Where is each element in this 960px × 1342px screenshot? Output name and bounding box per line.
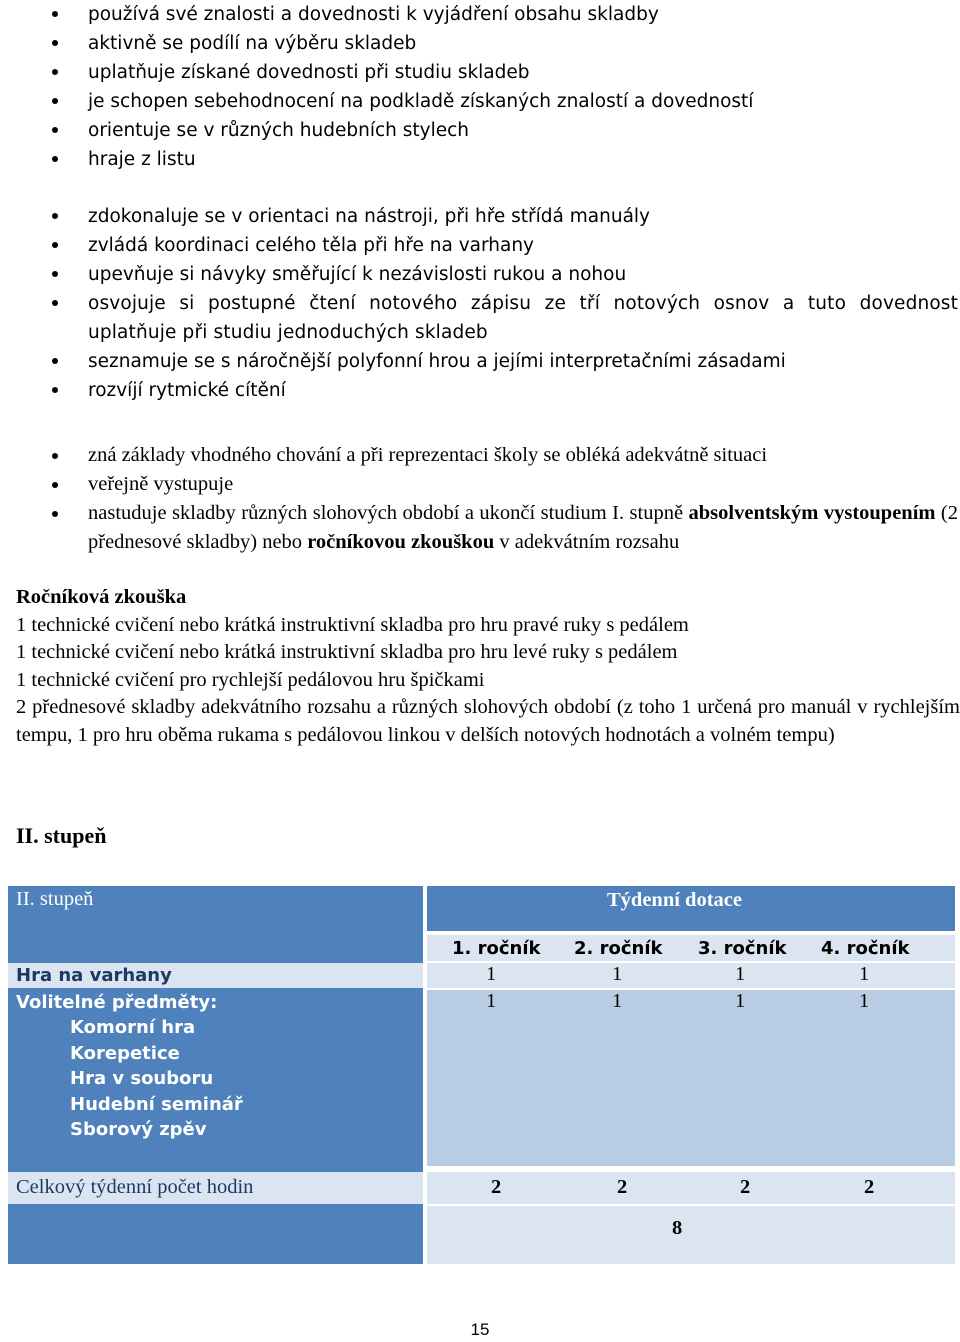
elective-item: Hudební seminář [70, 1094, 243, 1115]
table-cell: 1 [486, 990, 497, 1012]
list-item: používá své znalosti a dovednosti k vyjádření obsahu skladby [0, 0, 960, 29]
list-item: seznamuje se s náročnější polyfonní hrou a jejími interpretačními zásadami [0, 347, 960, 376]
annual-exam-section [16, 584, 960, 749]
year-header: 2. ročník [574, 938, 663, 959]
list-text: (2 přednesové skladby) nebo [88, 502, 958, 553]
list-item: veřejně vystupuje [0, 470, 960, 499]
list-item: zdokonaluje se v orientaci na nástroji, při hře střídá manuály [0, 202, 960, 231]
list-item [0, 499, 960, 557]
exam-line: 1 technické cvičení pro rychlejší pedálovou hru špičkami [16, 668, 485, 691]
outcomes-list-2 [0, 202, 960, 405]
table-cell: 1 [859, 990, 870, 1012]
list-item: uplatňuje získané dovednosti při studiu skladeb [0, 58, 960, 87]
row-label-organ: Hra na varhany [16, 965, 172, 986]
exam-paragraph: 2 přednesové skladby adekvátního rozsahu a různých slohových období (z toho 1 určená pro manuál v rychlejším tempu, 1 pro hru oběma rukama s pedálovou linkou v delších notových hodnotách a volném tempu) [16, 696, 960, 746]
table-cell: 2 [864, 1176, 875, 1198]
list-item: aktivně se podílí na výběru skladeb [0, 29, 960, 58]
list-item: hraje z listu [0, 145, 960, 174]
table-cell: 1 [735, 990, 746, 1012]
list-item: upevňuje si návyky směřující k nezávislosti rukou a nohou [0, 260, 960, 289]
list-item: zvládá koordinaci celého těla při hře na varhany [0, 231, 960, 260]
table-cell: 2 [740, 1176, 751, 1198]
table-cell: 2 [491, 1176, 502, 1198]
page-number: 15 [470, 1320, 490, 1339]
exam-line: 1 technické cvičení nebo krátká instruktivní skladba pro hru pravé ruky s pedálem [16, 613, 689, 636]
list-item: osvojuje si postupné čtení notového zápisu ze tří notových osnov a tuto dovednost uplatňuje při studiu jednoduchých skladeb [0, 289, 960, 347]
row-label-total: Celkový týdenní počet hodin [16, 1176, 254, 1198]
table-cell: 1 [486, 963, 497, 985]
list-item: je schopen sebehodnocení na podkladě získaných znalostí a dovedností [0, 87, 960, 116]
list-item: rozvíjí rytmické cítění [0, 376, 960, 405]
elective-item: Korepetice [70, 1043, 180, 1064]
table-cell: 1 [612, 990, 623, 1012]
elective-item: Sborový zpěv [70, 1119, 207, 1140]
elective-item: Hra v souboru [70, 1068, 214, 1089]
year-header: 1. ročník [452, 938, 541, 959]
list-text: v adekvátním rozsahu [494, 531, 680, 553]
graduation-performance-text: absolventským vystoupením [688, 502, 936, 524]
table-header: Týdenní dotace [607, 889, 742, 911]
table-cell: 1 [612, 963, 623, 985]
list-item: orientuje se v různých hudebních stylech [0, 116, 960, 145]
outcomes-list-3 [0, 441, 960, 557]
table-cell: 1 [859, 963, 870, 985]
list-item: zná základy vhodného chování a při reprezentaci školy se obléká adekvátně situaci [0, 441, 960, 470]
year-header: 4. ročník [821, 938, 910, 959]
exam-line: 1 technické cvičení nebo krátká instruktivní skladba pro hru levé ruky s pedálem [16, 641, 678, 663]
year-header: 3. ročník [698, 938, 787, 959]
elective-item: Komorní hra [70, 1017, 196, 1038]
exam-heading: Ročníková zkouška [16, 586, 187, 608]
weekly-hours-table [8, 886, 955, 1264]
table-cell: 2 [617, 1176, 628, 1198]
list-text: nastuduje skladby různých slohových období a ukončí studium I. stupně [88, 502, 689, 524]
table-corner-label: II. stupeň [16, 888, 94, 910]
outcomes-list-1 [0, 0, 960, 174]
grand-total: 8 [672, 1217, 683, 1239]
annual-exam-text: ročníkovou zkouškou [307, 531, 495, 553]
row-label-electives: Volitelné předměty: [16, 992, 218, 1013]
table-cell: 1 [735, 963, 746, 985]
stage-title: II. stupeň [16, 823, 107, 848]
